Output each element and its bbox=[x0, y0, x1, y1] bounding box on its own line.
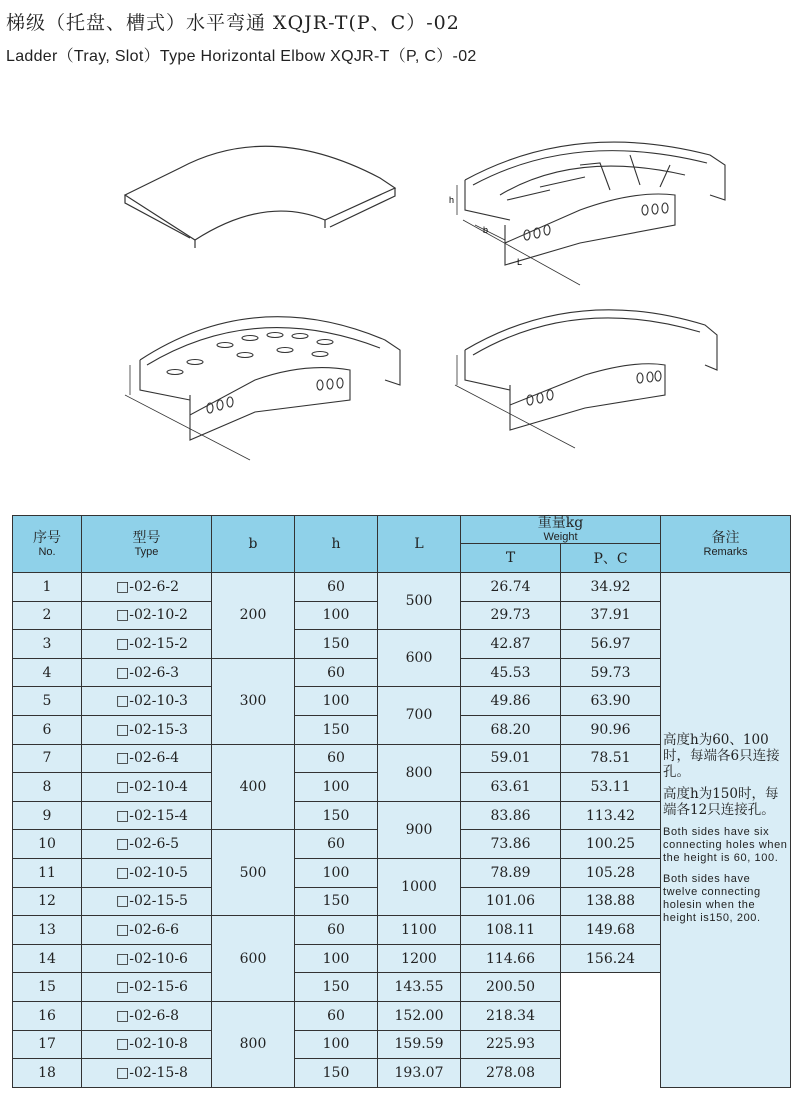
elbow-cover-drawing bbox=[115, 130, 405, 250]
cell-no: 5 bbox=[13, 687, 82, 716]
cell-h: 60 bbox=[295, 658, 378, 687]
cell-type: □-02-15-8 bbox=[82, 1059, 212, 1088]
cell-weight-t: 114.66 bbox=[461, 944, 561, 973]
cell-weight-pc: 105.28 bbox=[561, 858, 661, 887]
cell-weight-pc: 59.73 bbox=[561, 658, 661, 687]
cell-weight-t: 83.86 bbox=[461, 801, 561, 830]
cell-no: 6 bbox=[13, 715, 82, 744]
cell-no: 8 bbox=[13, 773, 82, 802]
cell-l: 600 bbox=[378, 630, 461, 687]
cell-type: □-02-10-3 bbox=[82, 687, 212, 716]
cell-h: 60 bbox=[295, 830, 378, 859]
cell-weight-t: 108.11 bbox=[461, 916, 561, 945]
cell-type: □-02-15-4 bbox=[82, 801, 212, 830]
cell-h: 100 bbox=[295, 944, 378, 973]
cell-no: 16 bbox=[13, 1001, 82, 1030]
cell-weight-pc: 90.96 bbox=[561, 715, 661, 744]
remark-cn-1: 高度h为60、100时，每端各6只连接孔。 bbox=[663, 732, 780, 781]
cell-weight-pc: 53.11 bbox=[561, 773, 661, 802]
cell-weight-t: 59.01 bbox=[461, 744, 561, 773]
page-title-cn: 梯级（托盘、槽式）水平弯通 XQJR-T(P、C）-02 bbox=[6, 12, 460, 34]
cell-type: □-02-6-4 bbox=[82, 744, 212, 773]
cell-no: 15 bbox=[13, 973, 82, 1002]
header-weight-t: T bbox=[461, 544, 561, 573]
remark-cn-2: 高度h为150时，每端各12只连接孔。 bbox=[663, 786, 779, 819]
cell-weight-pc: 113.42 bbox=[561, 801, 661, 830]
cell-weight-t: 68.20 bbox=[461, 715, 561, 744]
cell-h: 100 bbox=[295, 773, 378, 802]
cell-h: 60 bbox=[295, 744, 378, 773]
cell-weight-pc: 225.93 bbox=[461, 1030, 561, 1059]
cell-no: 4 bbox=[13, 658, 82, 687]
cell-type: □-02-10-4 bbox=[82, 773, 212, 802]
cell-type: □-02-6-6 bbox=[82, 916, 212, 945]
cell-l: 800 bbox=[378, 744, 461, 801]
cell-type: □-02-6-5 bbox=[82, 830, 212, 859]
cell-type: □-02-6-8 bbox=[82, 1001, 212, 1030]
cell-weight-t: 78.89 bbox=[461, 858, 561, 887]
cell-type: □-02-15-5 bbox=[82, 887, 212, 916]
cell-l: 1100 bbox=[378, 916, 461, 945]
cell-weight-pc: 78.51 bbox=[561, 744, 661, 773]
cell-weight-pc: 278.08 bbox=[461, 1059, 561, 1088]
cell-h: 100 bbox=[295, 601, 378, 630]
cell-weight-pc: 149.68 bbox=[561, 916, 661, 945]
cell-h: 150 bbox=[295, 973, 378, 1002]
cell-h: 60 bbox=[295, 916, 378, 945]
cell-l: 500 bbox=[378, 573, 461, 630]
cell-no: 12 bbox=[13, 887, 82, 916]
cell-weight-pc: 63.90 bbox=[561, 687, 661, 716]
cell-weight-pc: 100.25 bbox=[561, 830, 661, 859]
spec-table bbox=[12, 515, 791, 1088]
cell-weight-t: 42.87 bbox=[461, 630, 561, 659]
header-h: h bbox=[295, 516, 378, 573]
header-l: L bbox=[378, 516, 461, 573]
cell-weight-pc: 200.50 bbox=[461, 973, 561, 1002]
page-title-en: Ladder（Tray, Slot）Type Horizontal Elbow XQJR-T（P, C）-02 bbox=[6, 48, 477, 65]
cell-h: 150 bbox=[295, 630, 378, 659]
cell-weight-t: 143.55 bbox=[378, 973, 461, 1002]
header-b: b bbox=[212, 516, 295, 573]
cell-type: □-02-10-5 bbox=[82, 858, 212, 887]
cell-weight-pc: 34.92 bbox=[561, 573, 661, 602]
cell-no: 14 bbox=[13, 944, 82, 973]
cell-l: 700 bbox=[378, 687, 461, 744]
cell-h: 60 bbox=[295, 1001, 378, 1030]
cell-h: 60 bbox=[295, 573, 378, 602]
elbow-ladder-drawing bbox=[445, 125, 740, 290]
cell-type: □-02-15-3 bbox=[82, 715, 212, 744]
cell-no: 11 bbox=[13, 858, 82, 887]
cell-no: 10 bbox=[13, 830, 82, 859]
cell-h: 150 bbox=[295, 887, 378, 916]
header-no: 序号 No. bbox=[13, 516, 82, 573]
cell-l: 900 bbox=[378, 801, 461, 858]
cell-h: 100 bbox=[295, 1030, 378, 1059]
cell-weight-pc: 138.88 bbox=[561, 887, 661, 916]
header-weight: 重量kg Weight bbox=[461, 516, 661, 544]
cell-b: 500 bbox=[212, 830, 295, 916]
cell-weight-t: 29.73 bbox=[461, 601, 561, 630]
dim-l-label: L bbox=[517, 257, 523, 267]
cell-type: □-02-10-8 bbox=[82, 1030, 212, 1059]
cell-weight-pc: 56.97 bbox=[561, 630, 661, 659]
cell-weight-pc: 218.34 bbox=[461, 1001, 561, 1030]
cell-l: 1200 bbox=[378, 944, 461, 973]
header-type: 型号 Type bbox=[82, 516, 212, 573]
cell-remarks bbox=[661, 573, 791, 1088]
cell-no: 17 bbox=[13, 1030, 82, 1059]
cell-type: □-02-15-6 bbox=[82, 973, 212, 1002]
dim-h-label: h bbox=[449, 195, 455, 205]
cell-b: 200 bbox=[212, 573, 295, 659]
elbow-slot-drawing bbox=[445, 290, 740, 455]
cell-h: 150 bbox=[295, 715, 378, 744]
cell-h: 150 bbox=[295, 801, 378, 830]
cell-weight-t: 159.59 bbox=[378, 1030, 461, 1059]
cell-no: 7 bbox=[13, 744, 82, 773]
cell-weight-t: 45.53 bbox=[461, 658, 561, 687]
elbow-tray-drawing bbox=[115, 290, 405, 465]
cell-weight-t: 26.74 bbox=[461, 573, 561, 602]
cell-h: 100 bbox=[295, 858, 378, 887]
cell-weight-t: 152.00 bbox=[378, 1001, 461, 1030]
cell-weight-pc: 37.91 bbox=[561, 601, 661, 630]
table-row bbox=[13, 573, 791, 602]
cell-b: 800 bbox=[212, 1001, 295, 1087]
cell-weight-t: 63.61 bbox=[461, 773, 561, 802]
dim-b-label: b bbox=[483, 225, 489, 235]
cell-type: □-02-6-3 bbox=[82, 658, 212, 687]
cell-no: 18 bbox=[13, 1059, 82, 1088]
cell-no: 2 bbox=[13, 601, 82, 630]
cell-weight-t: 49.86 bbox=[461, 687, 561, 716]
cell-no: 9 bbox=[13, 801, 82, 830]
cell-h: 100 bbox=[295, 687, 378, 716]
cell-no: 13 bbox=[13, 916, 82, 945]
cell-weight-t: 73.86 bbox=[461, 830, 561, 859]
cell-no: 3 bbox=[13, 630, 82, 659]
remark-en-2: Both sides have twelve connecting holesin when the height is150, 200. bbox=[663, 873, 761, 925]
header-remarks: 备注 Remarks bbox=[661, 516, 791, 573]
cell-weight-pc: 156.24 bbox=[561, 944, 661, 973]
cell-b: 400 bbox=[212, 744, 295, 830]
cell-l: 1000 bbox=[378, 858, 461, 915]
cell-weight-t: 101.06 bbox=[461, 887, 561, 916]
header-weight-pc: P、C bbox=[561, 544, 661, 573]
cell-type: □-02-10-2 bbox=[82, 601, 212, 630]
cell-b: 600 bbox=[212, 916, 295, 1002]
cell-no: 1 bbox=[13, 573, 82, 602]
cell-type: □-02-15-2 bbox=[82, 630, 212, 659]
cell-type: □-02-10-6 bbox=[82, 944, 212, 973]
remark-en-1: Both sides have six connecting holes when the height is 60, 100. bbox=[663, 826, 788, 865]
cell-weight-t: 193.07 bbox=[378, 1059, 461, 1088]
cell-h: 150 bbox=[295, 1059, 378, 1088]
cell-type: □-02-6-2 bbox=[82, 573, 212, 602]
cell-b: 300 bbox=[212, 658, 295, 744]
